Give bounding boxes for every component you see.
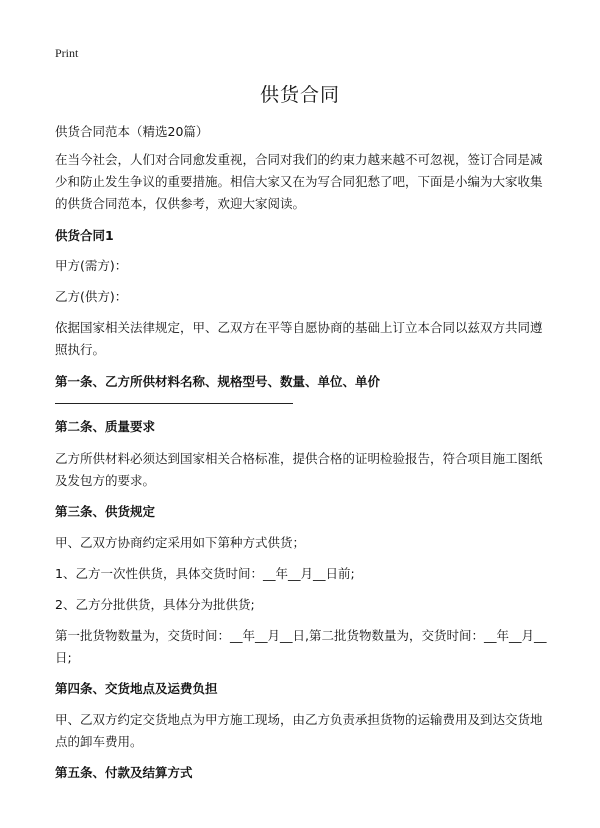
fill-in-blank-line (55, 403, 293, 404)
document-subtitle: 供货合同范本（精选20篇） (55, 124, 209, 139)
party-b-line: 乙方(供方)： (55, 289, 128, 304)
article-5-heading: 第五条、付款及结算方式 (55, 765, 193, 780)
article-3-item-1: 1、乙方一次性供货，具体交货时间：__年__月__日前; (55, 566, 355, 581)
contract-1-heading: 供货合同1 (55, 228, 114, 243)
party-a-line: 甲方(需方)： (55, 258, 128, 273)
preamble-paragraph: 依据国家相关法律规定，甲、乙双方在平等自愿协商的基础上订立本合同以兹双方共同遵照执行。 (55, 320, 543, 357)
article-1-heading: 第一条、乙方所供材料名称、规格型号、数量、单位、单价 (55, 374, 381, 389)
intro-paragraph: 在当今社会，人们对合同愈发重视，合同对我们的约束力越来越不可忽视，签订合同是减少和防止发生争议的重要措施。相信大家又在为写合同犯愁了吧，下面是小编为大家收集的供货合同范本，仅供参考，欢迎大家阅读。 (55, 152, 543, 211)
article-2-heading: 第二条、质量要求 (55, 419, 156, 434)
document-title: 供货合同 (259, 84, 340, 106)
article-3-batch-paragraph: 第一批货物数量为，交货时间：__年__月__日,第二批货物数量为，交货时间：__年__月__日; (55, 628, 547, 665)
article-4-heading: 第四条、交货地点及运费负担 (55, 681, 218, 696)
article-4-paragraph: 甲、乙双方约定交货地点为甲方施工现场，由乙方负责承担货物的运输费用及到达交货地点的卸车费用。 (55, 712, 543, 749)
print-link[interactable]: Print (55, 46, 79, 60)
article-2-paragraph: 乙方所供材料必须达到国家相关合格标准，提供合格的证明检验报告，符合项目施工图纸及发包方的要求。 (55, 451, 543, 488)
article-3-heading: 第三条、供货规定 (55, 504, 156, 519)
document-body (55, 121, 551, 784)
article-3-item-2: 2、乙方分批供货，具体分为批供货; (55, 597, 255, 612)
article-3-intro: 甲、乙双方协商约定采用如下第种方式供货； (55, 535, 306, 550)
